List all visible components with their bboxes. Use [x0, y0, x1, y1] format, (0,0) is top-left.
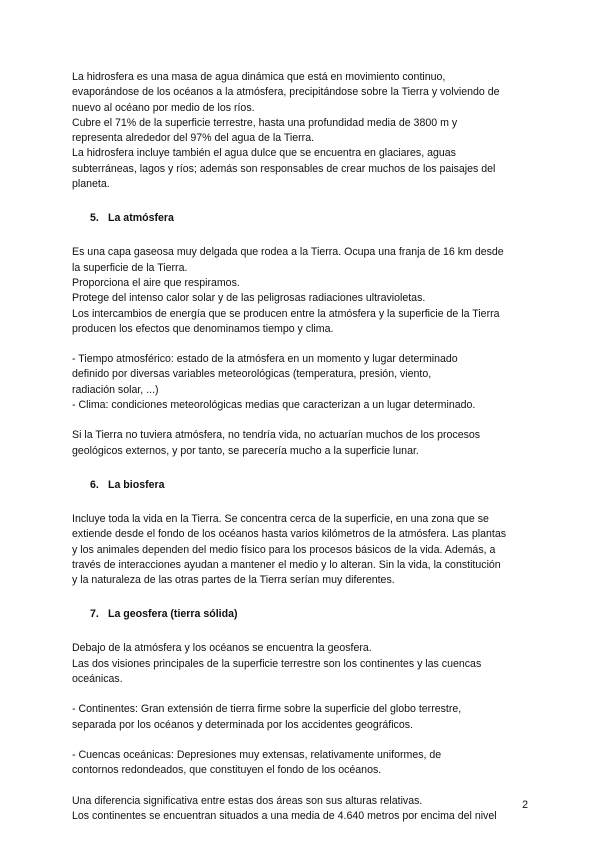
geosfera-paragraph-2: Las dos visiones principales de la superficie terrestre son los continentes y las cuencas oceánicas.	[72, 657, 482, 686]
section-number: 5.	[90, 212, 99, 225]
atmosfera-definition-clima: - Clima: condiciones meteorológicas medias que caracterizan a un lugar determinado.	[72, 399, 476, 412]
hidrosfera-paragraph-3: La hidrosfera incluye también el agua dulce que se encuentra en glaciares, aguas subterráneas, lagos y ríos; además son responsables de crear muchos de los paisajes del planeta.	[72, 147, 496, 191]
geosfera-definition-continentes: - Continentes: Gran extensión de tierra firme sobre la superficie del globo terrestre, separada por los océanos y determinada por los accidentes geográficos.	[72, 703, 462, 731]
geosfera-paragraph-5: Una diferencia significativa entre estas dos áreas son sus alturas relativas.	[72, 794, 423, 807]
section-heading-biosfera	[72, 478, 532, 493]
biosfera-section	[72, 512, 532, 588]
atmosfera-section	[72, 245, 532, 459]
section-title: La atmósfera	[108, 212, 174, 225]
section-heading-geosfera	[72, 607, 532, 622]
section-number: 7.	[90, 608, 99, 621]
hidrosfera-section	[72, 70, 532, 192]
hidrosfera-paragraph-2: Cubre el 71% de la superficie terrestre, hasta una profundidad media de 3800 m y representa alrededor del 97% del agua de la Tierra.	[72, 116, 458, 145]
page-number: 2	[522, 799, 528, 811]
geosfera-paragraph-6: Los continentes se encuentran situados a una media de 4.640 metros por encima del nivel	[72, 809, 497, 822]
atmosfera-paragraph-7: Si la Tierra no tuviera atmósfera, no tendría vida, no actuarían muchos de los procesos geológicos externos, y por tanto, se parecería mucho a la superficie lunar.	[72, 429, 481, 457]
section-title: La biosfera	[108, 478, 165, 491]
atmosfera-definition-tiempo: - Tiempo atmosférico: estado de la atmósfera en un momento y lugar determinado definido por diversas variables meteorológicas (temperatura, presión, viento, radiación solar, ...)	[72, 353, 458, 396]
atmosfera-paragraph-4: Los intercambios de energía que se producen entre la atmósfera y la superficie de la Tierra producen los efectos que denominamos tiempo y clima.	[72, 307, 500, 335]
geosfera-definition-cuencas: - Cuencas oceánicas: Depresiones muy extensas, relativamente uniformes, de contornos redondeados, que constituyen el fondo de los océanos.	[72, 748, 442, 777]
section-title: La geosfera (tierra sólida)	[108, 608, 238, 621]
section-heading-atmosfera	[72, 211, 532, 226]
atmosfera-paragraph-3: Protege del intenso calor solar y de las peligrosas radiaciones ultravioletas.	[72, 292, 426, 305]
document-page	[72, 70, 532, 824]
section-number: 6.	[90, 478, 99, 491]
hidrosfera-paragraph-1: La hidrosfera es una masa de agua dinámica que está en movimiento continuo, evaporándose de los océanos a la atmósfera, precipitándose sobre la Tierra y volviendo de nuevo al océano por medio de los ríos.	[72, 71, 500, 114]
atmosfera-paragraph-2: Proporciona el aire que respiramos.	[72, 276, 240, 289]
atmosfera-paragraph-1: Es una capa gaseosa muy delgada que rodea a la Tierra. Ocupa una franja de 16 km desde la superficie de la Tierra.	[72, 246, 504, 274]
geosfera-paragraph-1: Debajo de la atmósfera y los océanos se encuentra la geosfera.	[72, 642, 372, 655]
biosfera-paragraph-1: Incluye toda la vida en la Tierra. Se concentra cerca de la superficie, en una zona que se extiende desde el fondo de los océanos hasta varios kilómetros de la atmósfera. Las plantas y los animales dependen del medio físico para los procesos básicos de la vida. Además, a través de interacciones ayudan a mantener el medio y lo alteran. Sin la vida, la constitución y la naturaleza de las otras partes de la Tierra serían muy diferentes.	[72, 512, 507, 587]
geosfera-section	[72, 641, 532, 824]
